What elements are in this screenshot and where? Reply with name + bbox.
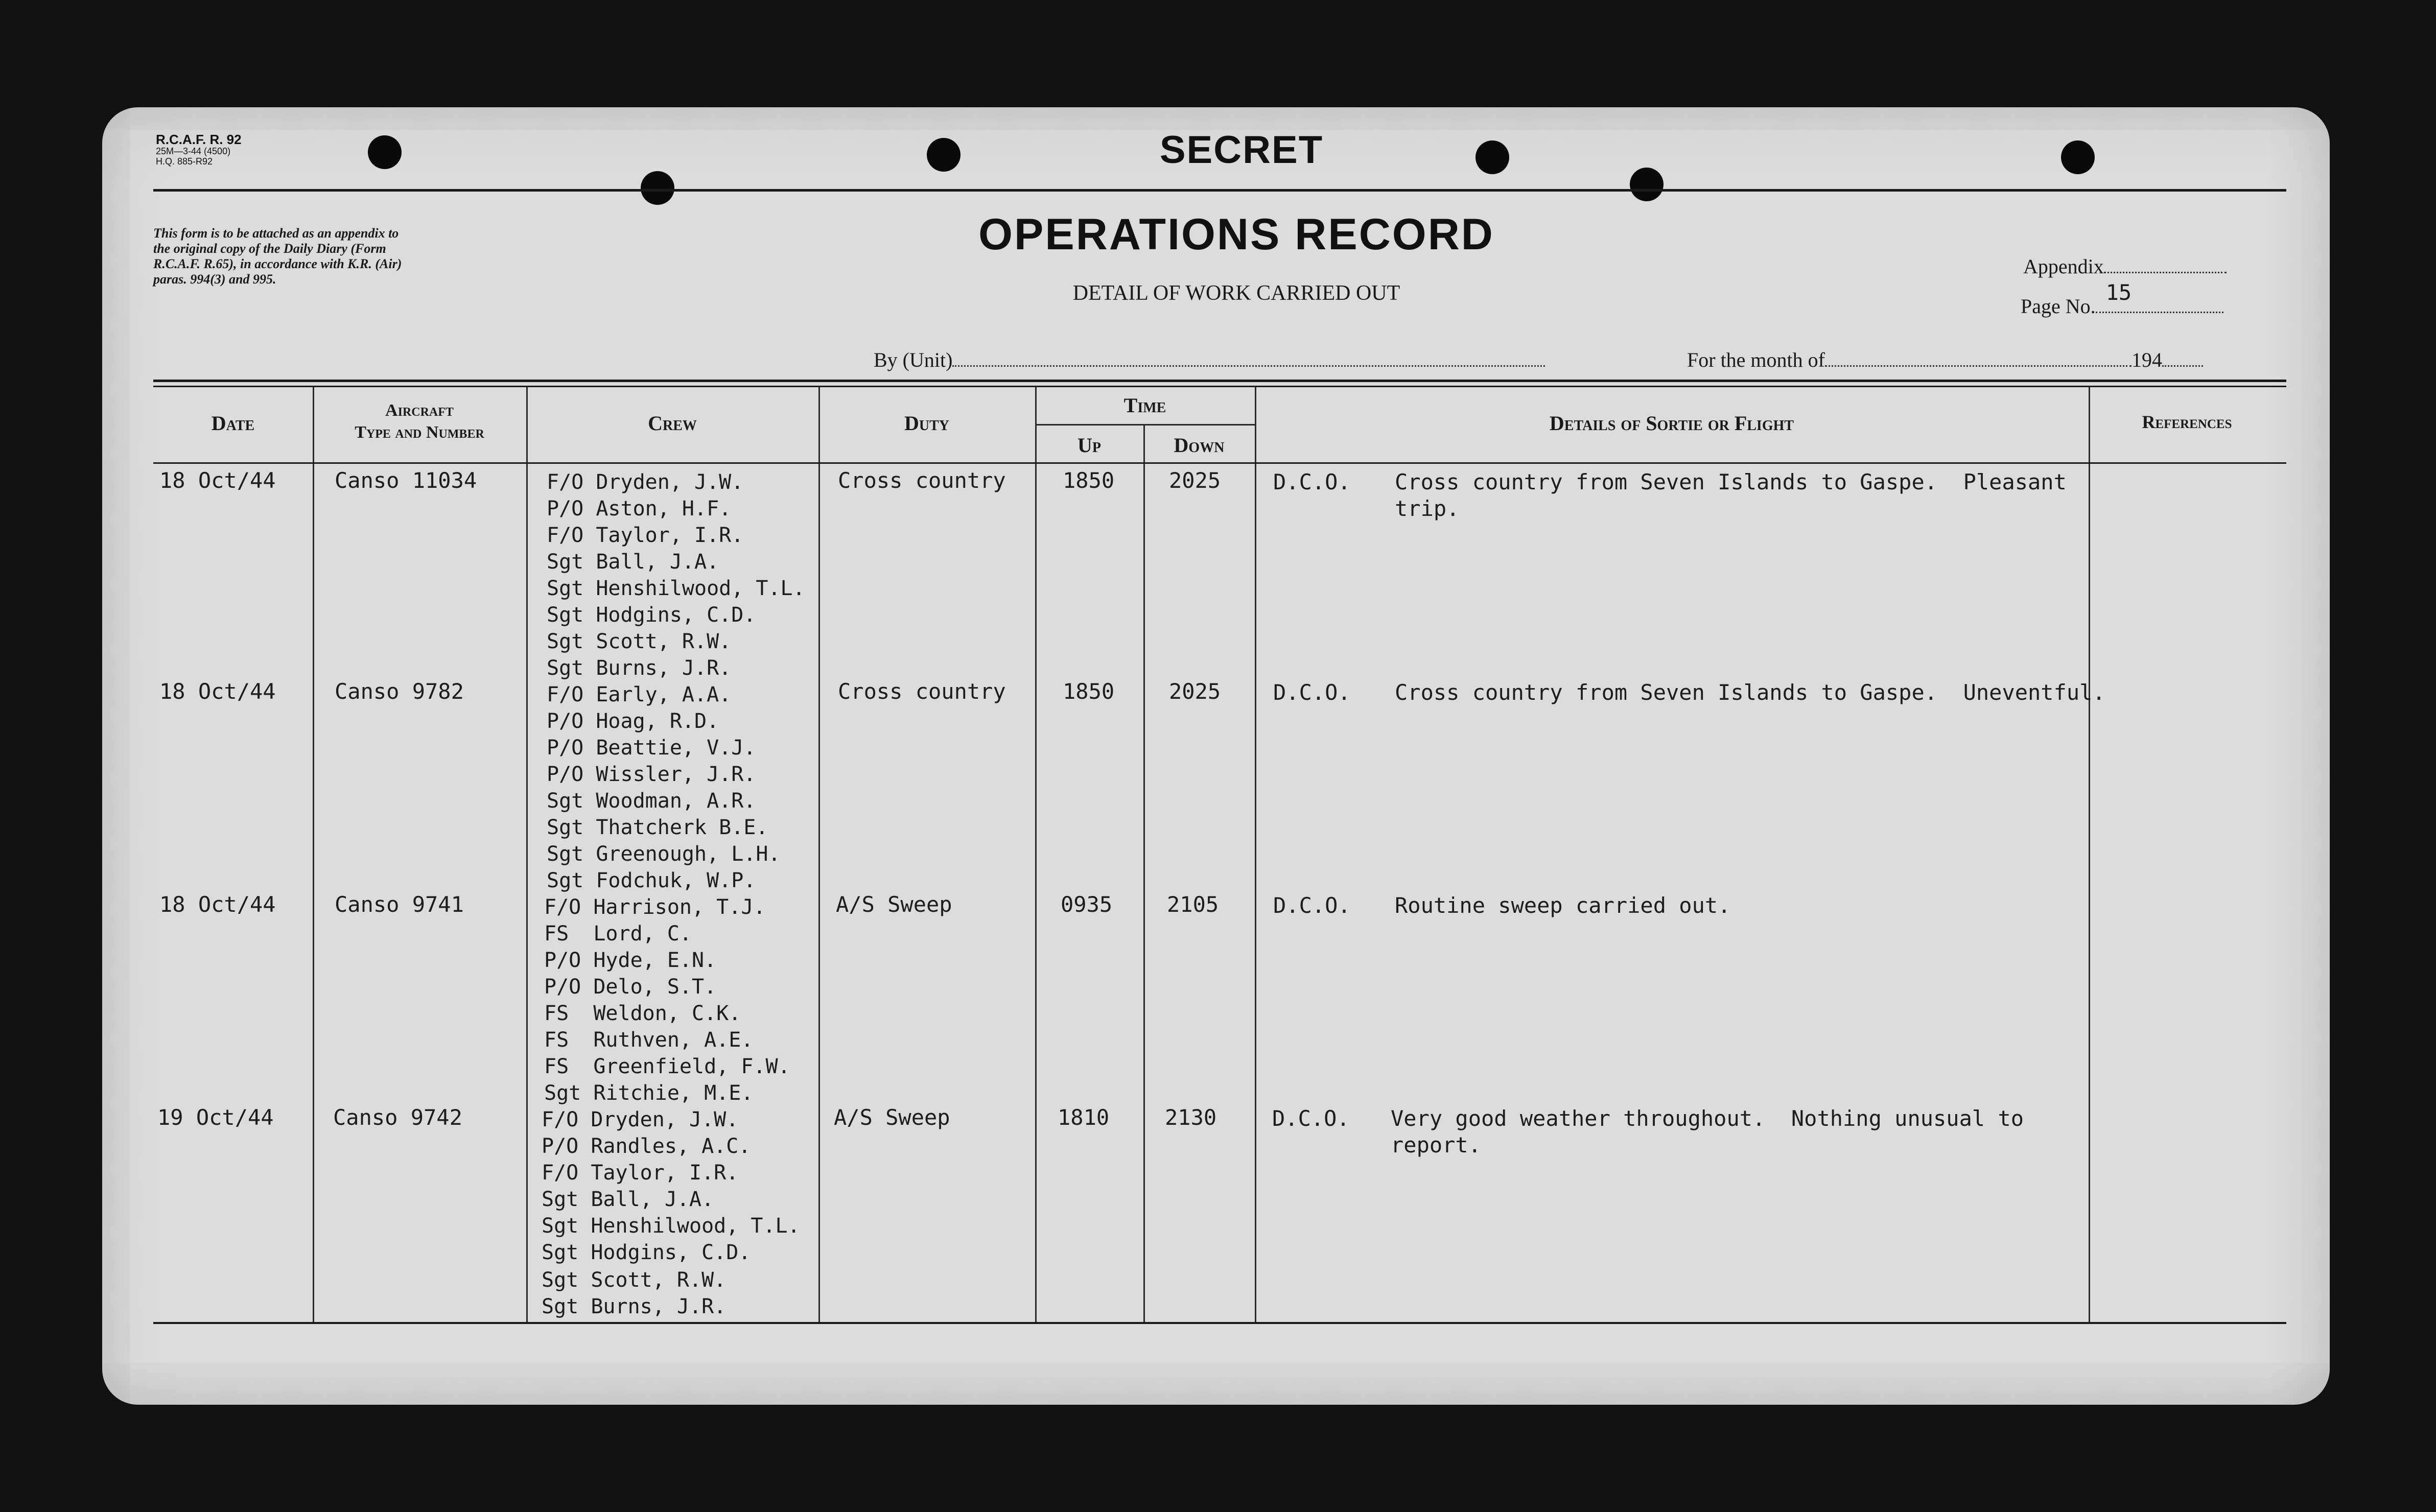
appendix-value — [2104, 251, 2227, 273]
crew-member: P/O Hyde, E.N. — [544, 949, 717, 972]
month-label: For the month of — [1687, 348, 1825, 371]
page-number-line — [2096, 280, 2223, 313]
crew-member: Sgt Ball, J.A. — [547, 550, 719, 574]
column-header-aircraft-sub: Type and Number — [355, 423, 484, 442]
cell-details: Cross country from Seven Islands to Gaspe. Uneventful. — [1395, 680, 2105, 705]
cell-date: 18 Oct/44 — [159, 679, 276, 704]
column-divider — [1143, 424, 1145, 1322]
punch-hole — [1475, 140, 1509, 174]
cell-authority-code: D.C.O. — [1272, 1106, 1350, 1131]
cell-time-down: 2130 — [1165, 1105, 1217, 1130]
cell-authority-code: D.C.O. — [1273, 680, 1351, 705]
cell-aircraft: Canso 9782 — [335, 679, 464, 704]
cell-time-up: 1810 — [1058, 1105, 1110, 1130]
crew-member: FS Lord, C. — [544, 922, 692, 946]
crew-member: Sgt Hodgins, C.D. — [547, 603, 756, 627]
crew-member: FS Greenfield, F.W. — [544, 1055, 790, 1078]
cell-duty: A/S Sweep — [834, 1105, 950, 1130]
crew-member: P/O Randles, A.C. — [542, 1135, 751, 1158]
column-header-crew: Crew — [648, 412, 697, 435]
cell-time-down: 2025 — [1169, 468, 1221, 493]
crew-member: FS Ruthven, A.E. — [544, 1028, 754, 1052]
column-header-references: References — [2142, 412, 2232, 432]
crew-member: F/O Dryden, J.W. — [542, 1108, 739, 1131]
crew-member: Sgt Burns, J.R. — [547, 656, 732, 680]
classification-stamp: SECRET — [1159, 128, 1324, 172]
form-number: R.C.A.F. R. 92 — [156, 132, 242, 147]
column-divider — [1255, 387, 1256, 1322]
column-header-date: Date — [211, 412, 255, 435]
cell-aircraft: Canso 9741 — [335, 892, 464, 917]
punch-hole — [1630, 168, 1664, 201]
cell-date: 19 Oct/44 — [157, 1105, 274, 1130]
cell-details: trip. — [1395, 496, 1460, 521]
cell-duty: Cross country — [838, 679, 1006, 704]
column-divider — [526, 387, 528, 1322]
punch-hole — [368, 135, 402, 169]
column-divider — [313, 387, 314, 1322]
year-line — [2162, 345, 2203, 367]
crew-member: P/O Aston, H.F. — [547, 497, 732, 521]
column-header-details: Details of Sortie or Flight — [1549, 412, 1794, 435]
appendix-label: Appendix — [2023, 255, 2104, 278]
cell-authority-code: D.C.O. — [1273, 469, 1351, 494]
form-instructions: This form is to be attached as an appendix to the original copy of the Daily Diary (Form R.C.A.F. R.65), in accordance with K.R. (Air) paras. 994(3) and 995. — [153, 226, 402, 287]
cell-details: Cross country from Seven Islands to Gaspe. Pleasant — [1395, 469, 2067, 494]
page-number-label: Page No. — [2021, 295, 2096, 318]
crew-member: Sgt Ritchie, M.E. — [544, 1081, 754, 1105]
table-top-rule — [153, 380, 2286, 382]
cell-authority-code: D.C.O. — [1273, 893, 1351, 918]
table-bottom-rule — [153, 1322, 2286, 1324]
crew-member: F/O Harrison, T.J. — [544, 895, 766, 919]
crew-member: Sgt Henshilwood, T.L. — [542, 1214, 800, 1238]
cell-time-up: 1850 — [1063, 679, 1115, 704]
cell-aircraft: Canso 9742 — [333, 1105, 462, 1130]
crew-member: Sgt Hodgins, C.D. — [542, 1241, 751, 1264]
print-code: H.Q. 885-R92 — [156, 156, 213, 167]
cell-time-down: 2105 — [1167, 892, 1219, 917]
crew-member: Sgt Burns, J.R. — [542, 1295, 727, 1318]
page-title: OPERATIONS RECORD — [978, 210, 1494, 259]
cell-details: report. — [1391, 1132, 1482, 1157]
crew-member: F/O Taylor, I.R. — [547, 524, 744, 547]
crew-member: P/O Hoag, R.D. — [547, 710, 719, 733]
column-header-up: Up — [1078, 434, 1101, 457]
cell-date: 18 Oct/44 — [159, 892, 276, 917]
operations-record-card — [102, 107, 2330, 1405]
crew-member: Sgt Thatcherk B.E. — [547, 816, 768, 839]
crew-member: F/O Taylor, I.R. — [542, 1161, 739, 1185]
column-header-aircraft: Aircraft — [385, 401, 454, 420]
appendix-field — [2023, 251, 2227, 278]
month-line — [1825, 345, 2132, 367]
column-divider — [1035, 387, 1037, 1322]
punch-hole — [641, 171, 674, 205]
year-label: 194 — [2131, 348, 2162, 371]
unit-label: By (Unit) — [874, 348, 953, 371]
print-code: 25M—3-44 (4500) — [156, 146, 231, 156]
month-field — [1687, 345, 2203, 372]
column-divider — [2089, 387, 2090, 1322]
cell-duty: A/S Sweep — [836, 892, 952, 917]
crew-member: P/O Wissler, J.R. — [547, 763, 756, 786]
crew-member: Sgt Fodchuk, W.P. — [547, 869, 756, 892]
unit-value — [952, 345, 1545, 367]
cell-time-up: 0935 — [1061, 892, 1113, 917]
column-header-time: Time — [1123, 394, 1166, 417]
header-bottom-rule — [153, 462, 2286, 464]
crew-member: Sgt Woodman, A.R. — [547, 789, 756, 813]
page-number-field — [2021, 280, 2223, 318]
table-top-rule-inner — [153, 386, 2286, 387]
cell-details: Very good weather throughout. Nothing unusual to — [1391, 1106, 2024, 1131]
cell-time-up: 1850 — [1063, 468, 1115, 493]
crew-member: Sgt Henshilwood, T.L. — [547, 577, 805, 600]
cell-duty: Cross country — [838, 468, 1006, 493]
cell-date: 18 Oct/44 — [159, 468, 276, 493]
column-header-down: Down — [1174, 434, 1225, 457]
crew-member: Sgt Scott, R.W. — [542, 1268, 727, 1292]
page-subtitle: DETAIL OF WORK CARRIED OUT — [1072, 281, 1400, 305]
cell-aircraft: Canso 11034 — [335, 468, 477, 493]
cell-details: Routine sweep carried out. — [1395, 893, 1731, 918]
column-divider — [818, 387, 820, 1322]
page-number-value: 15 — [2105, 280, 2132, 305]
crew-member: Sgt Greenough, L.H. — [547, 842, 781, 866]
punch-hole — [2061, 140, 2095, 174]
punch-hole — [927, 138, 961, 172]
crew-member: F/O Early, A.A. — [547, 683, 732, 706]
crew-member: FS Weldon, C.K. — [544, 1002, 741, 1025]
crew-member: P/O Delo, S.T. — [544, 975, 717, 999]
column-header-duty: Duty — [904, 412, 949, 435]
top-rule — [153, 189, 2286, 192]
crew-member: P/O Beattie, V.J. — [547, 736, 756, 760]
time-subheader-rule — [1035, 424, 1255, 426]
cell-time-down: 2025 — [1169, 679, 1221, 704]
crew-member: Sgt Ball, J.A. — [542, 1188, 714, 1211]
crew-member: Sgt Scott, R.W. — [547, 630, 732, 653]
crew-member: F/O Dryden, J.W. — [547, 470, 744, 494]
unit-field — [874, 345, 1545, 372]
